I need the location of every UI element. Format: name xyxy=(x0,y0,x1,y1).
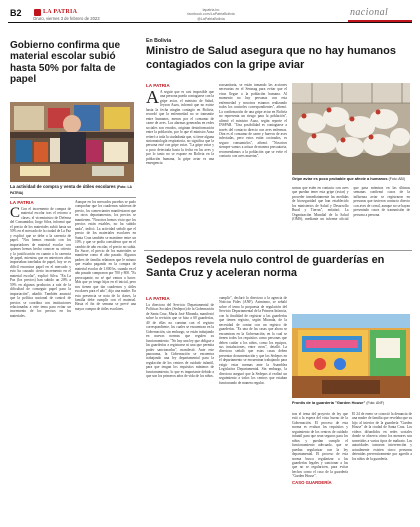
top-story-agency: LA PATRIA xyxy=(146,83,170,88)
bottom-story-body-2: cumplir", declaró la directora a la agencia de Noticias Fides (ANF). Asimismo, se señaló sobre el tema la propuesta de regulación del Servicio Departamental de la Primera Infancia, con la finalidad de registrar a las guarderías que tienen registro, según Miranda, de la necesidad de contar con un registro de guarderías. "Es una de las casas que ahora se encuentran en la Gobernación, en la cual se tienen todos los requisitos como personas que deben cuidar a los niños, como los equipos, sus instalaciones, entre otros", detalló. La directora señaló que estas casas deben presentar documentación y que los Sedepos en el departamento se encuentran trabajando para exigir estas normas ante la Asamblea Legislativa Departamental. Sin embargo, la directora aseguró que la Sedepos sí realizó un seguimiento a todos los centros que estaban funcionando de manera regular. xyxy=(219,296,287,385)
left-story-agency: LA PATRIA xyxy=(10,200,34,205)
dropcap: C xyxy=(10,207,21,221)
left-story-headline: Gobierno confirma que material escolar subió hasta 50% por falta de papel xyxy=(10,40,121,85)
caption-text: La actividad de compra y venta de útiles escolares xyxy=(10,184,116,189)
caption-credit: (Foto: LA PATRIA) xyxy=(10,185,132,196)
left-story-body-2: Aunque en los mercados paceños se pudo comprobar que los cuadernos subieron de precio, los comerciantes manifestaron que en otros departamentos, los precios se mantienen. "Nosotros hemos visto que los precios están estables, no ha subido nada", indicó. La actividad señaló que el precio de los materiales escolares en Santa Cruz también se mantiene entre un 10% y que se podía considerar que en el cambio de año escolar, el precio no subía. En Sucre, el precio de los materiales se mantiene como el año pasado. Algunos padres de familia relataron que le mismo que estaba pagando en la compra de material escolar de 1.000 bs. cuando en el año pasado compraron por 700 y 800. "Es preocupante, no sé qué vamos a hacer. Más que yo tengo hijas en el inicial, pero nos tienen que dar cuadernos y útiles escolares para el año", dijo una madre. En esta presencia se nota de la clases, la familia debe cumplir con el material. Hasta el fin de semana se prevé una mayor compra de útiles escolares. xyxy=(75,200,136,311)
left-story-column-1 xyxy=(10,207,71,525)
edition-date: Oruro, viernes 3 de febrero de 2023 xyxy=(33,16,100,21)
bottom-story-column-4 xyxy=(352,412,412,525)
caption-text: Gripe aviar es poco probable que afecte a humanos xyxy=(292,176,388,181)
dropcap: A xyxy=(146,90,159,107)
left-story-column-2 xyxy=(75,200,136,525)
bottom-story-column-1 xyxy=(146,303,214,525)
section-name: nacional xyxy=(350,7,389,18)
story-divider xyxy=(144,250,412,251)
poultry-photo xyxy=(292,83,410,175)
top-story-column-3 xyxy=(292,186,410,246)
bottom-photo-caption xyxy=(292,401,412,406)
top-story-kicker: En Bolivia xyxy=(146,38,172,44)
top-photo-caption xyxy=(292,177,410,182)
top-story-body-2: zoosanitaria, se están tomando las acciones necesarias en el Senasag para evitar que el virus llegue a la población humana. Al momento no hay personas con esta enfermedad y nosotros estamos realizando todos los controles correspondientes", afirmó. La confirmación de una gripe aviar en Bolivia no representa un riesgo para la población", afirmó el ministro Auza, según reporte el INSPAR. "Una posibilidad es contagiarse a través del contacto directo con aves enfermas. Otra es el consumo de carne y huevos de aves infectadas, pero estos están cocinados, es seguro consumirlos", afirmó. "Nosotros siempre vamos a actuar de manera precautoria, recomendamos a la población que se evite el contacto con aves muertas". xyxy=(219,83,287,159)
bottom-story-body-4: El 24 de enero se conoció la denuncia de una madre de familia que revelaba que su hijo al interior de la guardería "Garden House" de la ciudad de Santa Cruz. Los videos difundidos en redes sociales donde se observa cómo los menores son sometidos a varios tipos de maltrato. Las autoridades tomaron intervención y actualmente existen cinco personas detenidas preventivamente por agredir a los niños de la guardería. xyxy=(352,412,412,461)
bottom-story-column-3 xyxy=(292,412,348,525)
page-number: B2 xyxy=(10,8,22,18)
subhead-caso-guarderia: CASO GUARDERÍA xyxy=(292,479,332,485)
top-story-column-1 xyxy=(146,90,214,246)
caption-divider xyxy=(10,197,136,198)
section-accent-bar xyxy=(348,20,412,22)
daycare-facade-photo xyxy=(292,314,410,398)
bottom-story-body-1: La directora del Servicio Departamental de Políticas Sociales (Sedepos) de la Gobernación de Santa Cruz, María José Miranda, manifestó sobre la revisión que se hizo a 60 guarderías, 40 de ellas no cuentan con el registro correspondiente, los cuales se encuentran en la Gobernación, sin embargo, se están trabajando en nuevas normas que regulen su funcionamiento. "No hay una ley que obligue a las guarderías a registrarse ni una que permita poder sancionarlas", manifestó. Ante este panorama, la Gobernación se encuentra trabajando una ley departamental para la regulación de los centros de cuidado infantil, para que tengan los requisitos mínimos de funcionamiento, lo que es importante debido a que son los primeros años de vida de los niños. xyxy=(146,303,214,379)
top-story-headline: Ministro de Salud asegura que no hay humanos contagiados con la gripe aviar xyxy=(146,45,396,71)
top-story-body-1: A seguir que es casi imposible que una persona pueda contagiarse con la gripe aviar, el ministro de Salud, Jeyson Auza, informó que no existe hasta la fecha ningún contagio en Bolivia, recordó que la enfermedad no se transmite entre humanos, menos por el consumo de carne de aves. Los alarmas generadas en redes sociales son errados, originan desinformación entre la población, por lo que el ministro Auza reiteró a toda la ciudadanía que, si tiene alguna sintomatología respiratoria, no significa que la persona esté con gripe aviar. "La gripe aviar y a poco detectada hasta la fecha en las aves y por lo tanto no se expone en Bolivia en la población humana, la gripe aviar es una emergencia xyxy=(146,90,214,166)
logo-mark-icon xyxy=(34,9,41,16)
bottom-story-body-3: tras el tema del proyecto de ley que está a la espera del visto bueno de la Gobernación. El proceso de esta norma es evaluar los requisitos y seguimiento de los centros de cuidado infantil para que sean seguros para los niños y puedan cumplir el funcionamiento adecuado, que se puedan regularizar con la ley departamental. El proceso de esta norma busca regularizar a las guarderías legales y sancionar a las que no se regularicen, para evitar hechos como el caso de la guardería "Garden House". xyxy=(292,412,348,479)
caption-credit: (Foto: ABI) xyxy=(388,177,405,181)
bottom-story-agency: LA PATRIA xyxy=(146,296,170,301)
header-contact-line: facebook.com/LaPatriaBolivia xyxy=(187,12,235,17)
top-story-body-3: somas que estén en contacto con aves que puedan tener esta gripe (aviar) y proceder inmediatamente las medidas de bioseguridad que han establecido los ministerios de Salud y Desarrollo Rural y Tierras", enfatizó. La Organización Mundial de la Salud (OMS), mediante un informe oficial que pasa mientras en las últimas semanas confirmó casos de la influenza aviar se registraron en personas que tuvieron contacto directo con aves de corral, aunque no se hayan presentado casos de transmisión de persona a persona. xyxy=(292,186,410,222)
logo-text: LA PATRIA xyxy=(43,9,78,15)
header-contact-line: @LaPatriaBolivia xyxy=(197,16,225,21)
left-story-body-1: Con el incremento de compra de material escolar tras el retorno a clases, el viceministro de Defensa del Consumidor, Jorge Silva, informó que el precio de los materiales subió hasta un 50% en el mercado de la ciudad de La Paz y explicó que se debe a la carencia de papel. "Nos hemos reunido con los importadores de material escolar con quienes hemos hecho conocer su criterio y la justificación en cuanto a la carencia de papel, mientras que en anteriores años importaban toneladas de papel, hoy se es difícil encontrar papel en el mercado y esto ha causado cierto incremento en el material escolar", explicó Silva. "En La Paz (los precios) han subido un 20% a 50% en algunos productos a raíz de la dificultad de conseguir papel para la importación", añadió. También anunció que la política nacional de control de precios se coordina con instituciones relacionadas a este tema para evitar un incremento de los precios en los materiales. xyxy=(10,207,71,318)
header-contact xyxy=(176,8,246,21)
bottom-story-headline: Sedepos revela nulo control de guarderías en Santa Cruz y aceleran norma xyxy=(146,254,385,280)
left-photo-caption xyxy=(10,184,136,196)
caption-credit: (Foto: ANF) xyxy=(366,401,384,405)
top-story-column-2 xyxy=(219,83,287,246)
school-supplies-photo xyxy=(10,102,134,182)
bottom-story-column-2 xyxy=(219,296,287,525)
header-contact-line: lapatria.bo xyxy=(202,8,220,12)
caption-text: Frontis de la guardería "Garden House" xyxy=(292,400,366,405)
header-divider xyxy=(8,22,412,23)
